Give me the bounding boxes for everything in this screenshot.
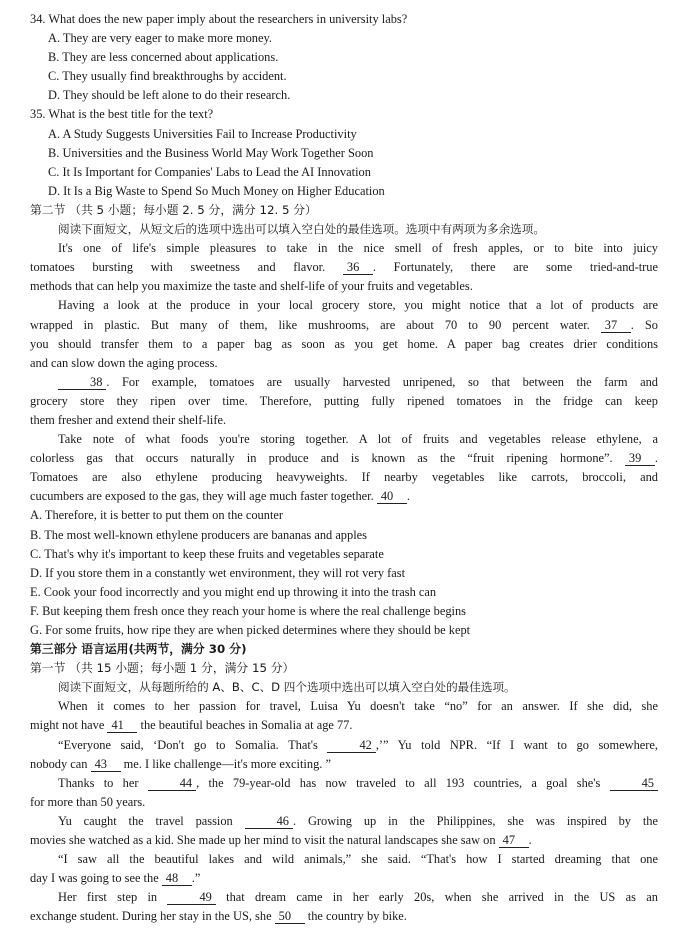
blank-42: 42 bbox=[327, 738, 375, 753]
passage-1-paragraph-2 bbox=[30, 296, 658, 372]
text-line: and can slow down the aging process. bbox=[30, 355, 218, 370]
text-fragment: , the 79-year-old has now traveled to all 193 countries, a goal she's bbox=[196, 775, 610, 790]
passage-2-paragraph-3 bbox=[30, 774, 658, 812]
section-2-heading: 第二节 （共 5 小题；每小题 2. 5 分，满分 12. 5 分） bbox=[30, 202, 317, 217]
text-line: them fresher and extend their shelf-life. bbox=[30, 412, 227, 427]
text-line bbox=[30, 755, 658, 774]
passage-2-paragraph-4 bbox=[30, 812, 658, 850]
text-fragment: that dream came in her early 20s, when she arrived in the US as an bbox=[215, 890, 658, 905]
question-35-option-d: D. It Is a Big Waste to Spend So Much Money on Higher Education bbox=[48, 183, 385, 198]
text-fragment: Her first step in bbox=[58, 890, 168, 905]
choice-g: G. For some fruits, how ripe they are when picked determines where they should be kept bbox=[30, 623, 471, 637]
text-line bbox=[30, 869, 658, 888]
text-line: Having a look at the produce in your local grocery store, you might notice that a lot of products are bbox=[58, 298, 658, 313]
text-line: grocery store they ripen over time. Therefore, putting fully ripened tomatoes in the fridge can keep bbox=[30, 393, 658, 408]
text-line bbox=[30, 258, 658, 277]
text-fragment: me. I like challenge—it's more exciting. ” bbox=[120, 756, 331, 771]
blank-39: 39 bbox=[625, 451, 655, 466]
text-fragment: . bbox=[654, 451, 658, 466]
text-line: methods that can help you maximize the taste and shelf-life of your fruits and vegetables. bbox=[30, 279, 473, 294]
part-3-section-1-heading: 第一节 （共 15 小题；每小题 1 分，满分 15 分） bbox=[30, 661, 295, 676]
passage-2-paragraph-5 bbox=[30, 850, 658, 888]
text-fragment: . Fortunately, there are some tried-and-true bbox=[372, 260, 658, 275]
text-fragment: the country by bike. bbox=[304, 909, 407, 924]
text-line bbox=[30, 831, 658, 850]
blank-43: 43 bbox=[91, 757, 121, 772]
text-fragment: . bbox=[528, 833, 532, 848]
text-fragment: movies she watched as a kid. She made up her mind to visit the natural landscapes she saw on bbox=[30, 833, 499, 848]
text-fragment: the beautiful beaches in Somalia at age 77. bbox=[137, 718, 353, 733]
question-34-option-b: B. They are less concerned about applications. bbox=[48, 50, 279, 65]
text-fragment: Thanks to her bbox=[58, 775, 148, 790]
part-3-heading-text: 第三部分 语言运用(共两节，满分 30 分) bbox=[30, 642, 247, 657]
passage-1-paragraph-4 bbox=[30, 430, 658, 506]
blank-47: 47 bbox=[499, 833, 529, 848]
passage-2-paragraph-1 bbox=[30, 697, 658, 735]
passage-1-paragraph-3 bbox=[30, 373, 658, 430]
text-fragment: day I was going to see the bbox=[30, 871, 162, 886]
question-35-option-b: B. Universities and the Business World May Work Together Soon bbox=[48, 145, 374, 160]
text-line bbox=[30, 812, 658, 831]
choice-c: C. That's why it's important to keep these fruits and vegetables separate bbox=[30, 546, 384, 561]
text-line bbox=[30, 907, 658, 926]
passage-2-paragraph-6 bbox=[30, 888, 658, 926]
text-line: Tomatoes are also ethylene producing heavyweights. If nearby vegetables like carrots, broccoli, and bbox=[30, 470, 658, 485]
choice-a: A. Therefore, it is better to put them on the counter bbox=[30, 508, 284, 523]
text-fragment: exchange student. During her stay in the US, she bbox=[30, 909, 275, 924]
text-fragment: colorless gas that occurs naturally in produce and is known as the “fruit ripening hormone”. bbox=[30, 451, 625, 466]
blank-40: 40 bbox=[377, 489, 407, 504]
text-fragment: cucumbers are exposed to the gas, they will age much faster together. bbox=[30, 489, 377, 504]
blank-50: 50 bbox=[275, 909, 305, 924]
text-line: It's one of life's simple pleasures to take in the nice smell of fresh apples, or to bite into juicy bbox=[58, 241, 658, 256]
text-line bbox=[30, 888, 658, 907]
blank-36: 36 bbox=[343, 260, 373, 275]
choice-e: E. Cook your food incorrectly and you might end up throwing it into the trash can bbox=[30, 584, 437, 599]
text-line bbox=[30, 736, 658, 755]
exam-page bbox=[30, 10, 658, 927]
question-35-option-a: A. A Study Suggests Universities Fail to Increase Productivity bbox=[48, 126, 357, 141]
text-fragment: ,’” Yu told NPR. “If I want to go somewhere, bbox=[375, 737, 658, 752]
text-line: When it comes to her passion for travel, Luisa Yu doesn't take “no” for an answer. If she did, she bbox=[58, 699, 658, 714]
text-fragment: “Everyone said, ‘Don't go to Somalia. That's bbox=[58, 737, 328, 752]
text-fragment: might not have bbox=[30, 718, 108, 733]
blank-44: 44 bbox=[148, 776, 196, 791]
text-fragment: nobody can bbox=[30, 756, 91, 771]
text-line: for more than 50 years. bbox=[30, 794, 146, 809]
part-3-heading bbox=[30, 640, 658, 659]
question-34-option-c: C. They usually find breakthroughs by accident. bbox=[48, 69, 287, 84]
text-fragment: tomatoes bursting with sweetness and flavor. bbox=[30, 260, 343, 275]
question-35-option-c: C. It Is Important for Companies' Labs to Lead the AI Innovation bbox=[48, 164, 371, 179]
passage-2-paragraph-2 bbox=[30, 736, 658, 774]
text-line bbox=[30, 449, 658, 468]
text-line: Take note of what foods you're storing together. A lot of fruits and vegetables release ethylene, a bbox=[58, 432, 658, 447]
text-fragment: wrapped in plastic. But many of them, like mushrooms, are about 70 to 90 percent water. bbox=[30, 317, 601, 332]
text-fragment: . So bbox=[630, 317, 658, 332]
blank-45: 45 bbox=[610, 776, 658, 791]
blank-38: 38 bbox=[58, 375, 106, 390]
passage-1-paragraph-1 bbox=[30, 239, 658, 296]
question-34-stem: 34. What does the new paper imply about the researchers in university labs? bbox=[30, 12, 408, 26]
text-line bbox=[30, 487, 658, 506]
text-line bbox=[30, 716, 658, 735]
blank-41: 41 bbox=[107, 718, 137, 733]
text-fragment: Yu caught the travel passion bbox=[58, 813, 245, 828]
text-line bbox=[30, 373, 658, 392]
text-fragment: . Growing up in the Philippines, she was inspired by the bbox=[293, 813, 658, 828]
choice-f: F. But keeping them fresh once they reach your home is where the real challenge begins bbox=[30, 603, 466, 618]
text-line bbox=[30, 774, 658, 793]
blank-49: 49 bbox=[167, 890, 215, 905]
text-fragment: .” bbox=[191, 871, 201, 886]
text-fragment: . For example, tomatoes are usually harvested unripened, so that between the farm and bbox=[106, 374, 658, 389]
question-34-option-d: D. They should be left alone to do their research. bbox=[48, 88, 291, 103]
section-2-instruction: 阅读下面短文，从短文后的选项中选出可以填入空白处的最佳选项。选项中有两项为多余选项。 bbox=[58, 222, 545, 237]
question-35-stem: 35. What is the best title for the text? bbox=[30, 107, 214, 122]
blank-48: 48 bbox=[162, 871, 192, 886]
text-line: you should transfer them to a paper bag as soon as you get home. A paper bag creates drier conditions bbox=[30, 336, 658, 351]
blank-46: 46 bbox=[245, 814, 293, 829]
choice-d: D. If you store them in a constantly wet environment, they will rot very fast bbox=[30, 565, 406, 580]
text-fragment: . bbox=[406, 489, 410, 504]
choice-b: B. The most well-known ethylene producers are bananas and apples bbox=[30, 527, 367, 542]
blank-37: 37 bbox=[601, 318, 631, 333]
question-34-option-a: A. They are very eager to make more money. bbox=[48, 31, 272, 46]
text-line: “I saw all the beautiful lakes and wild animals,” she said. “That's how I started dreaming that one bbox=[58, 852, 658, 867]
part-3-instruction: 阅读下面短文，从每题所给的 A、B、C、D 四个选项中选出可以填入空白处的最佳选项。 bbox=[58, 680, 516, 695]
text-line bbox=[30, 316, 658, 335]
